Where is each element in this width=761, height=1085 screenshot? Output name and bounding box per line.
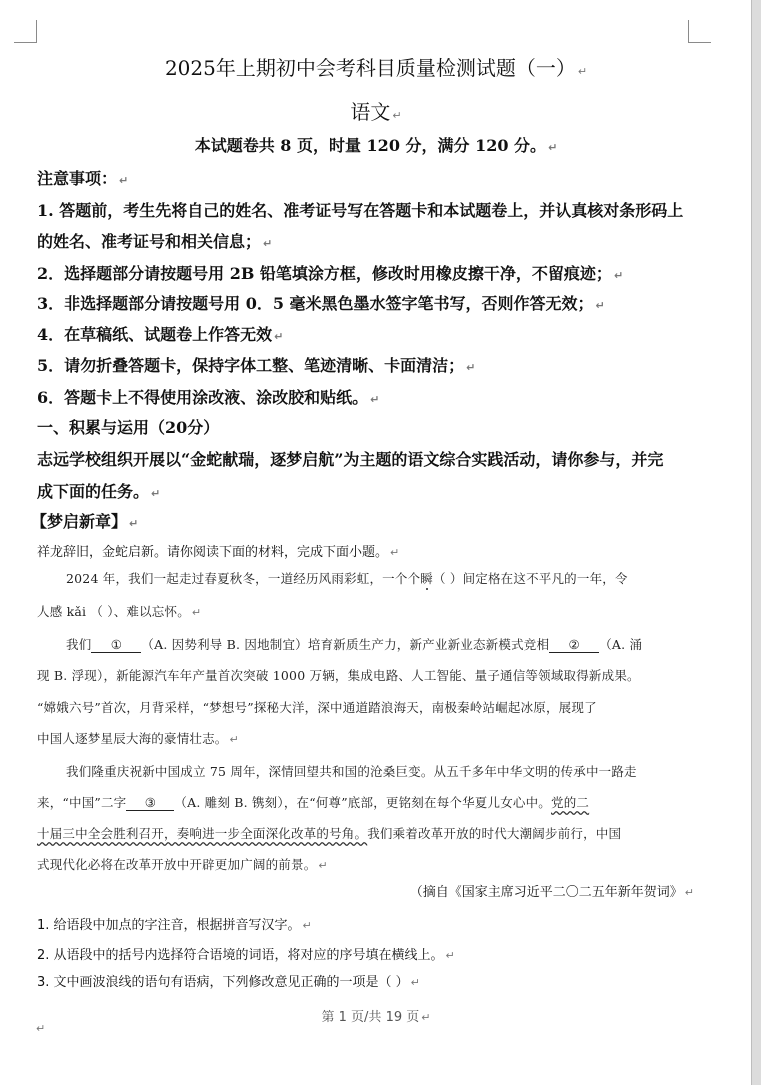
answer-blank-1[interactable]: ①	[91, 637, 141, 653]
paragraph-mark: ↵	[577, 65, 588, 78]
notice-item: 2．选择题部分请按题号用 2B 铅笔填涂方框，修改时用橡皮擦干净，不留痕迹； ↵	[37, 264, 624, 283]
passage-line: 我们 ① （A. 因势利导 B. 因地制宜）培育新质生产力，新产业新业态新模式竞相 ② （A. 涌	[66, 637, 643, 652]
answer-blank-2[interactable]: ②	[549, 637, 599, 653]
passage-line: 式现代化必将在改革开放中开辟更加广阔的前景。 ↵	[37, 857, 328, 872]
page-corner-mark	[688, 20, 711, 43]
question-1: 1. 给语段中加点的字注音，根据拼音写汉字。 ↵	[37, 918, 312, 933]
exam-title: 2025年上期初中会考科目质量检测试题（一） ↵	[164, 56, 588, 80]
notice-item: 1. 答题前，考生先将自己的姓名、准考证号写在答题卡和本试题卷上，并认真核对条形码上	[37, 201, 684, 220]
passage-line: 我们隆重庆祝新中国成立 75 周年，深情回望共和国的沧桑巨变。从五千多年中华文明的传承中一路走	[66, 764, 637, 779]
notice-item: 5．请勿折叠答题卡，保持字体工整、笔迹清晰、卡面清洁； ↵	[37, 356, 476, 375]
paragraph-mark: ↵	[392, 109, 402, 122]
question-2: 2. 从语段中的括号内选择符合语境的词语，将对应的序号填在横线上。 ↵	[37, 948, 455, 963]
dotted-character: 瞬	[420, 571, 433, 586]
task-title: 【梦启新章】 ↵	[31, 512, 139, 531]
task-intro: 祥龙辞旧，金蛇启新。请你阅读下面的材料，完成下面小题。 ↵	[37, 545, 400, 560]
exam-info: 本试题卷共 8 页，时量 120 分，满分 120 分。 ↵	[194, 136, 558, 155]
scrollbar[interactable]	[751, 0, 761, 1085]
notice-item: 3．非选择题部分请按题号用 0．5 毫米黑色墨水签字笔书写，否则作答无效； ↵	[37, 294, 605, 313]
answer-blank-3[interactable]: ③	[126, 795, 174, 811]
passage-source: （摘自《国家主席习近平二〇二五年新年贺词》 ↵	[409, 885, 694, 900]
subject-title: 语文 ↵	[350, 100, 402, 124]
wavy-underlined-sentence: 党的二	[551, 795, 590, 810]
notice-heading: 注意事项： ↵	[37, 169, 129, 188]
section-intro: 志远学校组织开展以“金蛇献瑞，逐梦启航”为主题的语文综合实践活动，请你参与，并完	[37, 450, 664, 469]
passage-line: 中国人逐梦星辰大海的豪情壮志。 ↵	[37, 731, 239, 746]
notice-item: 4．在草稿纸、试题卷上作答无效 ↵	[37, 325, 284, 344]
notice-item: 的姓名、准考证号和相关信息； ↵	[37, 232, 273, 251]
passage-line: “嫦娥六号”首次，月背采样，“梦想号”探秘大洋，深中通道踏浪海天，南极秦岭站崛起冰原，展现了	[37, 700, 597, 715]
section-heading: 一、积累与运用（20分）	[37, 418, 220, 437]
passage-line: 2024 年，我们一起走过春夏秋冬，一道经历风雨彩虹，一个个瞬（ ）间定格在这不平凡的一年，令	[66, 571, 628, 586]
page-footer: 第 1 页/共 19 页 ↵	[321, 1010, 431, 1025]
paragraph-mark: ↵	[548, 141, 558, 154]
passage-line: 来，“中国”二字 ③ （A. 雕刻 B. 镌刻），在“何尊”底部，更铭刻在每个华夏儿女心中。党的二	[37, 795, 590, 810]
page-corner-mark	[14, 20, 37, 43]
section-intro: 成下面的任务。 ↵	[37, 482, 161, 501]
passage-line: 十届三中全会胜利召开，奏响进一步全面深化改革的号角。我们乘着改革开放的时代大潮阔步前行，中国	[37, 826, 622, 841]
question-3: 3. 文中画波浪线的语句有语病，下列修改意见正确的一项是（ ） ↵	[37, 975, 420, 990]
notice-item: 6．答题卡上不得使用涂改液、涂改胶和贴纸。 ↵	[37, 388, 380, 407]
passage-line: 人感 kǎi （ ）、难以忘怀。 ↵	[37, 604, 202, 619]
wavy-underlined-sentence: 十届三中全会胜利召开，奏响进一步全面深化改革的号角。	[37, 826, 368, 841]
paragraph-mark: ↵	[36, 1022, 46, 1035]
passage-line: 现 B. 浮现），新能源汽车年产量首次突破 1000 万辆，集成电路、人工智能、量子通信等领域取得新成果。	[37, 668, 640, 683]
